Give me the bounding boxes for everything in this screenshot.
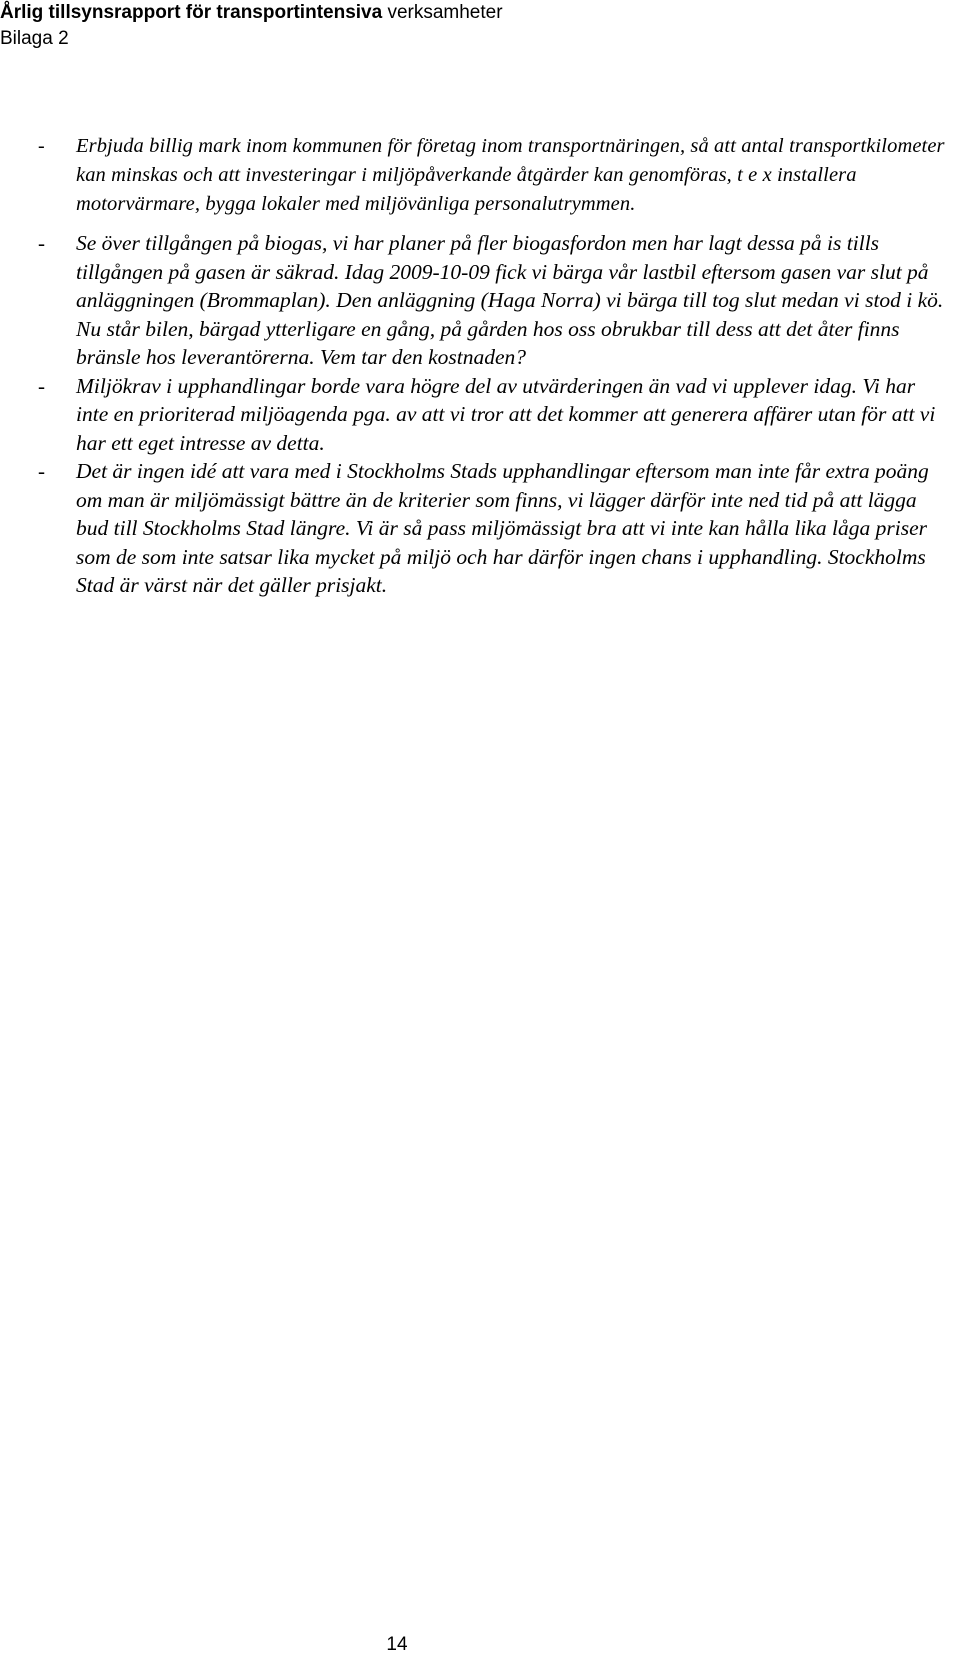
bullet-list <box>38 132 948 600</box>
report-title-normal: verksamheter <box>387 2 503 23</box>
list-item-text: Miljökrav i upphandlingar borde vara högre del av utvärderingen än vad vi upplever idag. Vi har inte en prioriterad miljöagenda pga. av att vi tror att det kommer att generera affärer utan för att vi har ett eget intresse av detta. <box>76 373 936 455</box>
list-marker: - <box>38 231 45 255</box>
list-item-text: Erbjuda billig mark inom kommunen för företag inom transportnäringen, så att antal transportkilometer kan minskas och att investeringar i miljöpåverkande åtgärder kan genomföras, t e x installera motorvärmare, bygga lokaler med miljövänliga personalutrymmen. <box>76 135 945 215</box>
list-item <box>38 372 948 458</box>
list-marker: - <box>38 459 45 483</box>
appendix-label: Bilaga 2 <box>0 28 69 49</box>
report-title-bold: Årlig tillsynsrapport för transportintensiva <box>0 2 383 23</box>
list-item <box>38 229 948 372</box>
page-number: 14 <box>386 1634 408 1655</box>
list-marker: - <box>38 373 45 398</box>
list-item-text: Se över tillgången på biogas, vi har planer på fler biogasfordon men har lagt dessa på is tills tillgången på gasen är säkrad. Idag 2009-10-09 fick vi bärga vår lastbil eftersom gasen var slut på anläggningen (Brommaplan). Den anläggning (Haga Norra) vi bärga till tog slut medan vi stod i kö. Nu står bilen, bärgad ytterligare en gång, på gården hos oss obrukbar till dess att det åter finns bränsle hos leverantörerna. Vem tar den kostnaden? <box>76 231 944 369</box>
list-item <box>38 132 948 219</box>
report-title <box>0 0 940 26</box>
list-item <box>38 457 948 600</box>
list-marker: - <box>38 135 45 157</box>
page-header <box>0 0 940 52</box>
list-item-text: Det är ingen idé att vara med i Stockholms Stads upphandlingar eftersom man inte får extra poäng om man är miljömässigt bättre än de kriterier som finns, vi lägger därför inte ned tid på att lägga bud till Stockholms Stad längre. Vi är så pass miljömässigt bra att vi inte kan hålla lika låga priser som de som inte satsar lika mycket på miljö och har därför ingen chans i upphandling. Stockholms Stad är värst när det gäller prisjakt. <box>76 459 929 597</box>
